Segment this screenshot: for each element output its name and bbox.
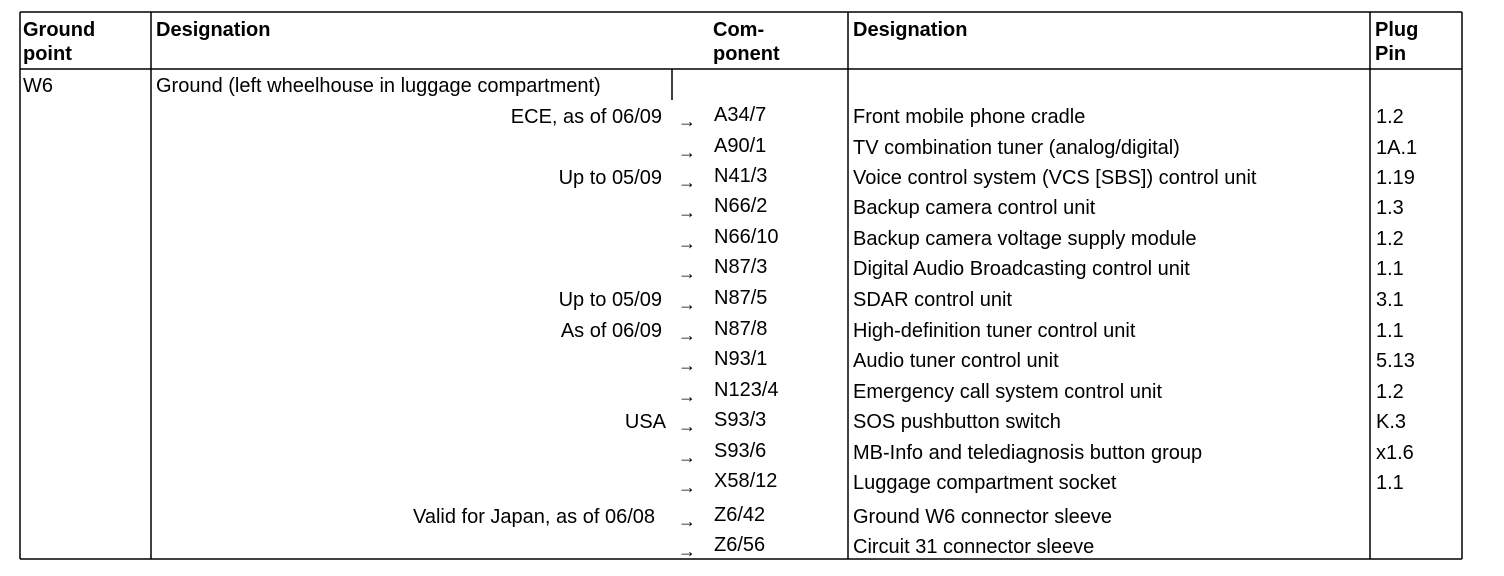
row-designation: Backup camera voltage supply module [853, 228, 1197, 250]
row-plug-pin: 3.1 [1376, 289, 1404, 311]
row-designation: SOS pushbutton switch [853, 411, 1061, 433]
row-condition: USA [624, 411, 666, 433]
row-designation: TV combination tuner (analog/digital) [853, 137, 1180, 159]
row-designation: Voice control system (VCS [SBS]) control unit [853, 167, 1257, 189]
arrow-right-icon: → [678, 233, 696, 253]
row-plug-pin: 5.13 [1376, 350, 1415, 372]
row-component: Z6/42 [714, 504, 766, 526]
row-plug-pin: x1.6 [1376, 442, 1414, 464]
header-component: Com- ponent [713, 19, 780, 65]
arrow-right-icon: → [678, 172, 696, 192]
row-component: A90/1 [714, 135, 767, 157]
arrow-right-icon: → [678, 541, 696, 561]
arrow-right-icon: → [678, 355, 696, 375]
row-designation: MB-Info and telediagnosis button group [853, 442, 1203, 464]
row-designation: Circuit 31 connector sleeve [853, 536, 1095, 558]
row-component: N66/2 [714, 195, 768, 217]
row-designation: High-definition tuner control unit [853, 320, 1136, 342]
arrow-right-icon: → [678, 111, 696, 131]
arrow-right-icon: → [678, 294, 696, 314]
ground-point-value: W6 [23, 75, 53, 97]
row-component: N93/1 [714, 348, 768, 370]
row-designation: Ground W6 connector sleeve [853, 506, 1113, 528]
row-designation: Audio tuner control unit [853, 350, 1059, 372]
arrow-right-icon: → [678, 263, 696, 283]
arrow-right-icon: → [678, 202, 696, 222]
row-component: A34/7 [714, 104, 767, 126]
row-component: N41/3 [714, 165, 768, 187]
row-component: S93/3 [714, 409, 767, 431]
row-plug-pin: 1A.1 [1376, 137, 1418, 159]
row-condition: ECE, as of 06/09 [510, 106, 662, 128]
row-component: N87/8 [714, 318, 768, 340]
header-designation-left: Designation [156, 19, 271, 41]
row-plug-pin: 1.1 [1376, 320, 1404, 342]
arrow-right-icon: → [678, 386, 696, 406]
row-plug-pin: K.3 [1376, 411, 1407, 433]
row-designation: Backup camera control unit [853, 197, 1096, 219]
arrow-right-icon: → [678, 447, 696, 467]
header-ground-point: Ground point [23, 19, 96, 65]
row-designation: Digital Audio Broadcasting control unit [853, 258, 1190, 280]
arrow-right-icon: → [678, 416, 696, 436]
row-plug-pin: 1.2 [1376, 106, 1404, 128]
row-component: N87/3 [714, 256, 768, 278]
row-plug-pin: 1.1 [1376, 472, 1404, 494]
row-designation: SDAR control unit [853, 289, 1012, 311]
row-condition: Valid for Japan, as of 06/08 [412, 506, 655, 528]
header-designation-right: Designation [853, 19, 968, 41]
row-condition: As of 06/09 [560, 320, 662, 342]
row-plug-pin: 1.19 [1376, 167, 1415, 189]
row-component: N66/10 [714, 226, 779, 248]
arrow-right-icon: → [678, 325, 696, 345]
row-designation: Front mobile phone cradle [853, 106, 1086, 128]
row-plug-pin: 1.3 [1376, 197, 1404, 219]
row-condition: Up to 05/09 [558, 167, 662, 189]
row-plug-pin: 1.2 [1376, 228, 1404, 250]
row-component: N87/5 [714, 287, 768, 309]
arrow-right-icon: → [678, 142, 696, 162]
row-component: S93/6 [714, 440, 767, 462]
ground-designation: Ground (left wheelhouse in luggage compartment) [156, 75, 601, 97]
row-plug-pin: 1.2 [1376, 381, 1404, 403]
row-plug-pin: 1.1 [1376, 258, 1404, 280]
row-component: N123/4 [714, 379, 779, 401]
arrow-right-icon: → [678, 477, 696, 497]
row-designation: Luggage compartment socket [853, 472, 1117, 494]
header-plug-pin: Plug Pin [1375, 19, 1419, 65]
row-designation: Emergency call system control unit [853, 381, 1163, 403]
row-component: X58/12 [714, 470, 778, 492]
row-condition: Up to 05/09 [558, 289, 662, 311]
arrow-right-icon: → [678, 511, 696, 531]
row-component: Z6/56 [714, 534, 766, 556]
